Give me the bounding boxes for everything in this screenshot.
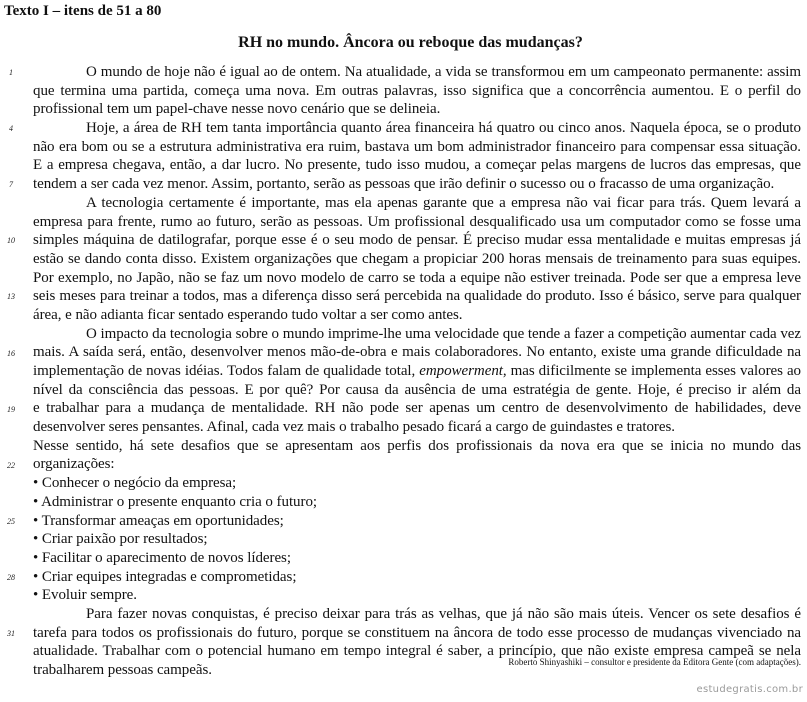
line-number: 22	[7, 460, 15, 470]
watermark: estudegratis.com.br	[696, 684, 803, 695]
text-line: seis meses para treinar a todos, mas a diferença disso será percebida na qualidade do produto. Isso é básico, serve para qualquer	[33, 288, 801, 305]
text-line: não era bom ou se a estrutura administrativa era ruim, bastava um bom administrador financeiro para compensar essa situação.	[33, 138, 801, 155]
text-segment: , mas dificilmente se implementa esses valores ao	[502, 363, 801, 379]
text-line: • Criar paixão por resultados;	[33, 531, 208, 548]
text-line: • Transformar ameaças em oportunidades;	[33, 512, 284, 529]
emphasized-term: empowerment	[419, 363, 503, 379]
text-line: • Conhecer o negócio da empresa;	[33, 475, 237, 492]
source-citation: Roberto Shinyashiki – consultor e presidente da Editora Gente (com adaptações).	[508, 657, 801, 667]
text-line: • Administrar o presente enquanto cria o futuro;	[33, 493, 318, 510]
text-line: e trabalhar para a mudança de mentalidade. RH não pode ser apenas um centro de desenvolvimento de habilidades, deve	[33, 400, 801, 417]
text-line: trabalharem pessoas campeãs.	[33, 662, 212, 678]
text-line: Por exemplo, no Japão, não se faz um novo modelo de carro se toda a equipe não estiver treinada. Pode ser que a empresa leve	[33, 269, 801, 286]
text-line: profissional tem um papel-chave nesse novo cenário que se delineia.	[33, 101, 441, 118]
text-line: O impacto da tecnologia sobre o mundo imprime-lhe uma velocidade que tende a fazer a competição aumentar cada vez	[86, 325, 801, 342]
line-number: 1	[9, 68, 13, 77]
article-title: RH no mundo. Âncora ou reboque das mudanças?	[238, 34, 583, 51]
article-body	[33, 63, 801, 680]
text-line: • Facilitar o aparecimento de novos líderes;	[33, 549, 291, 566]
text-line: tarefa para todos os profissionais do futuro, porque se constituem na âncora de todo esse processo de mudanças vivenciado na	[33, 624, 801, 641]
text-line: organizações:	[33, 456, 115, 473]
text-line: Para fazer novas conquistas, é preciso deixar para trás as velhas, que já não são mais úteis. Vencer os sete desafios é	[86, 605, 801, 622]
text-line: Hoje, a área de RH tem tanta importância quanto área financeira há quatro ou cinco anos. Naquela época, se o produto	[86, 120, 801, 137]
line-number: 4	[9, 124, 13, 134]
text-line: A tecnologia certamente é importante, mas ela apenas garante que a empresa não vai ficar para trás. Quem levará a	[86, 194, 801, 211]
text-line: tendem a ser cada vez menor. Assim, portanto, serão as pessoas que irão definir o sucesso ou o fracasso de uma organização.	[33, 176, 775, 193]
text-line: desenvolver seres pensantes. Afinal, cada vez mais o trabalho pesado ficará a cargo de guindastes e tratores.	[33, 419, 675, 436]
text-segment: implementação de novas idéias. Todos falam de qualidade total,	[33, 363, 420, 379]
text-line	[33, 362, 801, 381]
text-line: nível da consciência das pessoas. E por quê? Por causa da ausência de uma estratégia de gente. Hoje, é preciso ir além da	[33, 381, 801, 398]
text-line: simples máquina de datilografar, porque esse é o seu modo de pensar. É preciso mudar essa mentalidade e muitas empresas já	[33, 232, 801, 249]
text-line: E a empresa chegava, então, a dar lucro. No presente, tudo isso mudou, a começar pelas margens de lucros das empresas, que	[33, 157, 801, 174]
text-line: • Criar equipes integradas e comprometidas;	[33, 568, 297, 585]
line-number: 13	[7, 292, 15, 302]
text-line: mais. A saída será, então, desenvolver menos mão-de-obra e mais colaboradores. No entanto, existe uma grande dificuldade na	[33, 344, 801, 361]
line-number: 28	[7, 572, 15, 582]
text-line: área, e não adianta ficar sentado esperando tudo voltar a ser como antes.	[33, 306, 463, 323]
exam-section-header: Texto I – itens de 51 a 80	[4, 3, 162, 19]
text-line: Nesse sentido, há sete desafios que se apresentam aos perfis dos profissionais da nova era que se inicia no mundo das	[33, 437, 801, 454]
text-line: empresa para frente, rumo ao futuro, serão as pessoas. Um profissional desqualificado usa um computador como se fosse uma	[33, 213, 801, 230]
text-line: • Evoluir sempre.	[33, 587, 137, 604]
text-line: atualidade. Trabalhar com o potencial humano em tempo integral é saber, a princípio, que não existe empresa campeã se nela	[33, 643, 801, 660]
line-number: 19	[7, 404, 15, 414]
line-number: 31	[7, 629, 15, 638]
line-number: 7	[9, 180, 13, 190]
text-line: que termina uma partida, começa uma nova. Em outras palavras, isso significa que a concorrência aumentou. E o perfil do	[33, 82, 801, 99]
text-line: estão se dando conta disso. Existem organizações que chegam a propiciar 200 horas mensais de treinamento para suas equipes.	[33, 250, 801, 267]
line-number: 10	[7, 236, 15, 246]
text-line: O mundo de hoje não é igual ao de ontem. Na atualidade, a vida se transformou em um campeonato permanente: assim	[86, 64, 801, 80]
line-number: 16	[7, 348, 15, 358]
line-number: 25	[7, 516, 15, 526]
